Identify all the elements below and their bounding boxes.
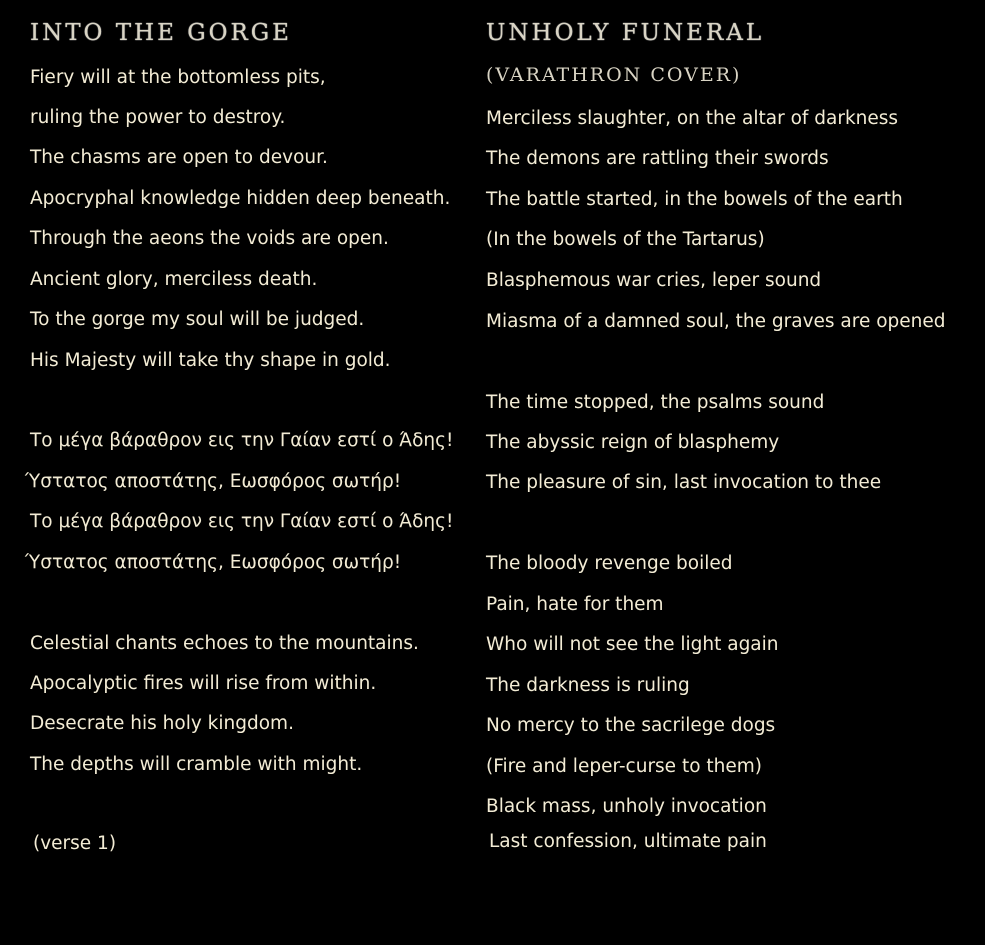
lyric-line: Last confession, ultimate pain [489,831,767,852]
lyric-line-greek: Ύστατος αποστάτης, Εωσφόρος σωτήρ! [25,552,402,573]
lyric-line: The darkness is ruling [486,675,690,696]
song-subtitle: (VARATHRON COVER) [486,64,742,86]
lyric-line: Blasphemous war cries, leper sound [486,270,822,291]
lyric-line: The time stopped, the psalms sound [486,392,825,413]
lyric-line: The bloody revenge boiled [486,553,733,574]
lyric-line: The pleasure of sin, last invocation to thee [486,472,882,493]
lyric-line: The chasms are open to devour. [30,147,328,168]
lyric-line: ruling the power to destroy. [30,107,286,128]
lyric-line: To the gorge my soul will be judged. [30,309,365,330]
lyric-line: Apocalyptic fires will rise from within. [30,673,377,694]
lyric-line: Celestial chants echoes to the mountains. [30,633,419,654]
lyric-line: Desecrate his holy kingdom. [30,713,294,734]
verse-note: (verse 1) [33,833,117,854]
lyric-line: Miasma of a damned soul, the graves are opened [486,311,946,332]
lyric-line: Through the aeons the voids are open. [30,228,389,249]
lyric-line: Fiery will at the bottomless pits, [30,67,326,88]
lyric-line: The battle started, in the bowels of the earth [486,189,903,210]
lyric-line: Black mass, unholy invocation [486,796,767,817]
lyric-line: The abyssic reign of blasphemy [486,432,780,453]
lyric-line-greek: Ύστατος αποστάτης, Εωσφόρος σωτήρ! [25,471,402,492]
lyric-line-greek: Το μέγα βάραθρον εις την Γαίαν εστί ο Άδης! [30,511,454,532]
lyric-line: Who will not see the light again [486,634,779,655]
lyric-line: The demons are rattling their swords [486,148,829,169]
song-title: UNHOLY FUNERAL [486,20,765,46]
lyric-line: No mercy to the sacrilege dogs [486,715,776,736]
lyric-line: Pain, hate for them [486,594,664,615]
lyric-line: The depths will cramble with might. [30,754,363,775]
lyric-line: Ancient glory, merciless death. [30,269,318,290]
lyric-line: (In the bowels of the Tartarus) [486,229,765,250]
lyric-line: Merciless slaughter, on the altar of darkness [486,108,899,129]
lyric-line: (Fire and leper-curse to them) [486,756,763,777]
lyric-line: Apocryphal knowledge hidden deep beneath. [30,188,451,209]
lyric-line-greek: Το μέγα βάραθρον εις την Γαίαν εστί ο Άδης! [30,430,454,451]
lyric-line: His Majesty will take thy shape in gold. [30,350,391,371]
song-title: INTO THE GORGE [30,20,292,46]
